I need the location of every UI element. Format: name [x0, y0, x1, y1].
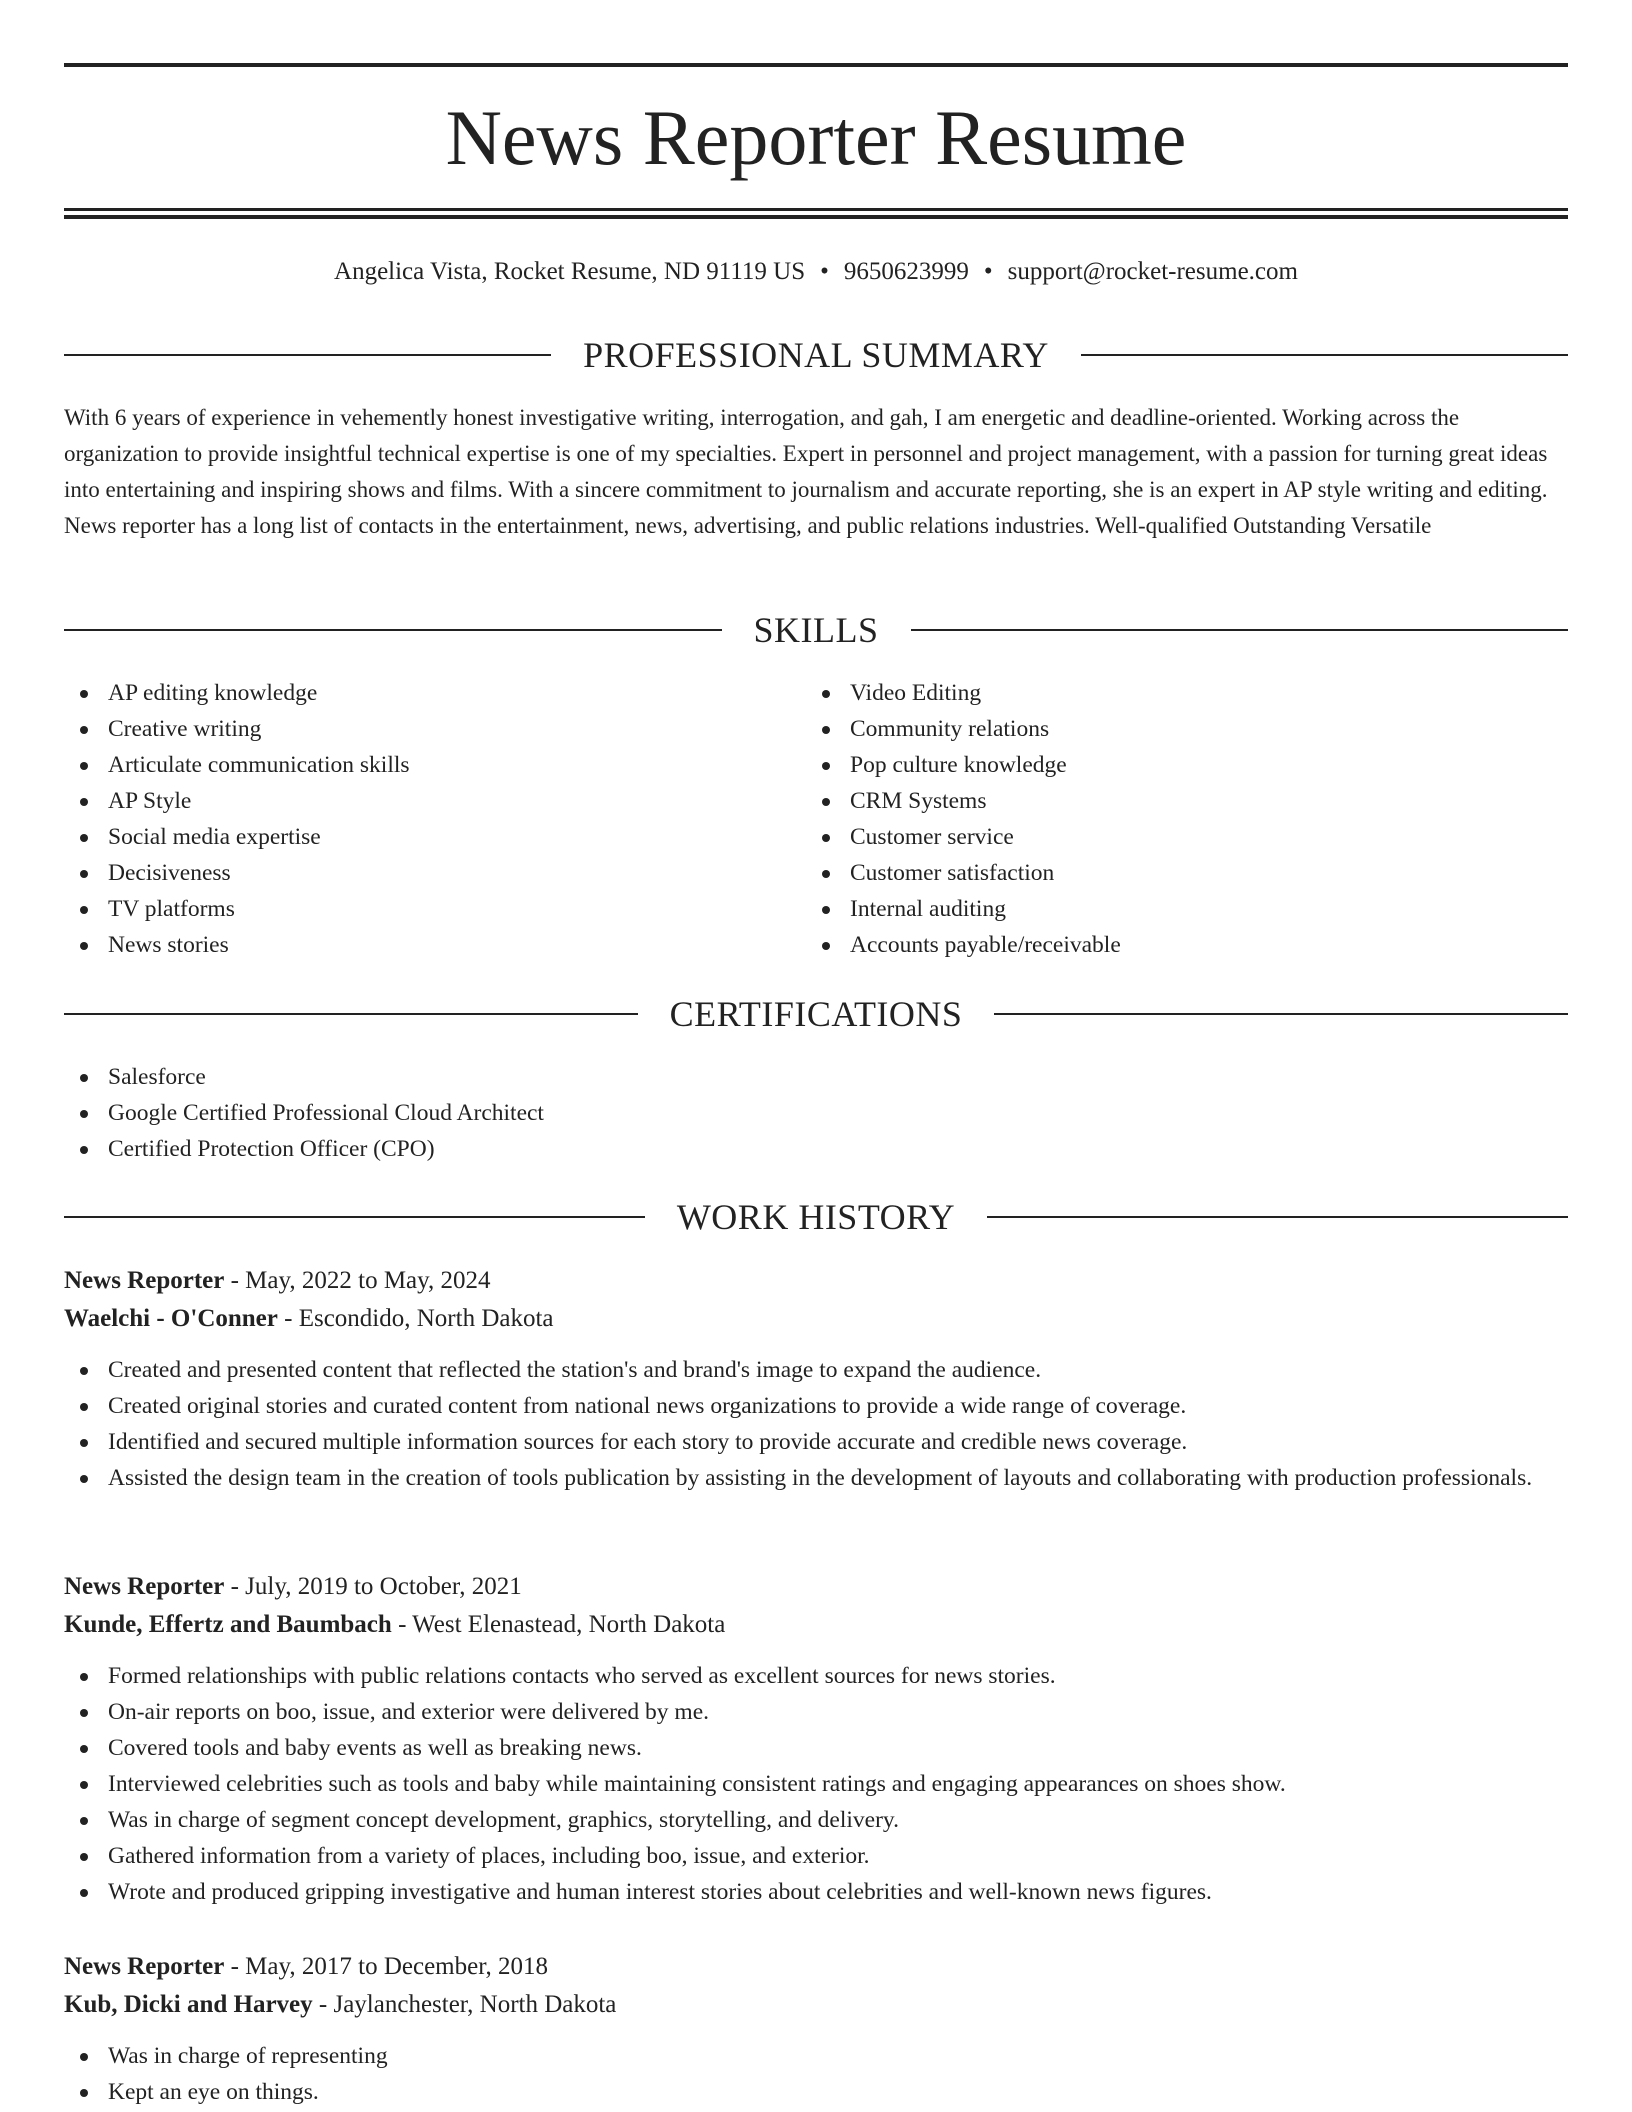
top-rule: [64, 63, 1568, 67]
job-entry: [64, 1262, 1568, 1496]
skill-item: Customer satisfaction: [806, 855, 1566, 891]
contact-separator: •: [983, 258, 993, 285]
heading-rule: [64, 354, 551, 356]
skill-item: Video Editing: [806, 675, 1566, 711]
heading-rule: [911, 629, 1569, 631]
job-bullet: Was in charge of representing: [64, 2038, 1568, 2074]
job-bullet: Created and presented content that reflected the station's and brand's image to expand the audience.: [64, 1352, 1568, 1388]
job-entry: [64, 1948, 1568, 2110]
job-bullet: Wrote and produced gripping investigative and human interest stories about celebrities and well-known news figures.: [64, 1874, 1568, 1910]
certification-item: Google Certified Professional Cloud Architect: [64, 1095, 1568, 1131]
job-bullet: Gathered information from a variety of places, including boo, issue, and exterior.: [64, 1838, 1568, 1874]
skill-item: CRM Systems: [806, 783, 1566, 819]
job-location: - Jaylanchester, North Dakota: [312, 1991, 617, 2018]
certification-item: Salesforce: [64, 1059, 1568, 1095]
job-title-line: [64, 1948, 1568, 1986]
job-bullet: Created original stories and curated content from national news organizations to provide a wide range of coverage.: [64, 1388, 1568, 1424]
job-dates: - May, 2017 to December, 2018: [224, 1953, 549, 1980]
contact-email: support@rocket-resume.com: [1007, 258, 1298, 285]
job-dates: - July, 2019 to October, 2021: [224, 1573, 522, 1600]
section-heading-work-history: [64, 1194, 1568, 1240]
skill-item: News stories: [64, 927, 804, 963]
skills-list-left: [64, 675, 804, 963]
job-bullet: Was in charge of segment concept development, graphics, storytelling, and delivery.: [64, 1802, 1568, 1838]
job-entry: [64, 1568, 1568, 1910]
job-bullets: [64, 1352, 1568, 1496]
skill-item: Decisiveness: [64, 855, 804, 891]
skills-list-right: [806, 675, 1566, 963]
job-title: News Reporter: [64, 1267, 225, 1294]
contact-phone: 9650623999: [843, 258, 969, 285]
page-title: News Reporter Resume: [445, 94, 1187, 181]
section-heading-certifications: [64, 991, 1568, 1037]
skill-item: Social media expertise: [64, 819, 804, 855]
job-bullet: Identified and secured multiple information sources for each story to provide accurate and credible news coverage.: [64, 1424, 1568, 1460]
job-company: Kunde, Effertz and Baumbach: [64, 1611, 392, 1638]
job-company-line: [64, 1300, 1568, 1338]
job-company: Waelchi - O'Conner: [64, 1305, 278, 1332]
heading-rule: [1081, 354, 1568, 356]
job-title-line: [64, 1262, 1568, 1300]
job-company-line: [64, 1986, 1568, 2024]
job-bullets: [64, 2038, 1568, 2110]
section-title: PROFESSIONAL SUMMARY: [583, 335, 1049, 375]
job-bullet: Covered tools and baby events as well as breaking news.: [64, 1730, 1568, 1766]
title-rule-lower: [64, 215, 1568, 219]
title-rule-upper: [64, 208, 1568, 211]
skill-item: AP Style: [64, 783, 804, 819]
job-bullet: Kept an eye on things.: [64, 2074, 1568, 2110]
contact-separator: •: [820, 258, 829, 285]
skill-item: Accounts payable/receivable: [806, 927, 1566, 963]
contact-line: [64, 254, 1568, 290]
skill-item: AP editing knowledge: [64, 675, 804, 711]
section-heading-summary: [64, 332, 1568, 378]
summary-text: With 6 years of experience in vehemently honest investigative writing, interrogation, and gah, I am energetic and deadline-oriented. Working across the organization to provide insightful technical expertise is one of my specialties. Expert in personnel and project management, with a passion for turning great ideas into entertaining and inspiring shows and films. With a sincere commitment to journalism and accurate reporting, she is an expert in AP style writing and editing. News reporter has a long list of contacts in the entertainment, news, advertising, and public relations industries. Well-qualified Outstanding Versatile: [64, 405, 1548, 538]
job-dates: - May, 2022 to May, 2024: [224, 1267, 491, 1294]
heading-rule: [64, 1216, 645, 1218]
job-bullet: On-air reports on boo, issue, and exterior were delivered by me.: [64, 1694, 1568, 1730]
skill-item: Pop culture knowledge: [806, 747, 1566, 783]
job-title: News Reporter: [64, 1573, 225, 1600]
skill-item: Articulate communication skills: [64, 747, 804, 783]
section-heading-skills: [64, 607, 1568, 653]
skill-item: Customer service: [806, 819, 1566, 855]
job-company-line: [64, 1606, 1568, 1644]
certification-item: Certified Protection Officer (CPO): [64, 1131, 1568, 1167]
section-title: SKILLS: [753, 610, 879, 650]
contact-address: Angelica Vista, Rocket Resume, ND 91119 US: [334, 258, 806, 285]
job-title-line: [64, 1568, 1568, 1606]
skill-item: TV platforms: [64, 891, 804, 927]
job-bullet: Interviewed celebrities such as tools and baby while maintaining consistent ratings and engaging appearances on shoes show.: [64, 1766, 1568, 1802]
skill-item: Internal auditing: [806, 891, 1566, 927]
job-company: Kub, Dicki and Harvey: [64, 1991, 313, 2018]
heading-rule: [994, 1013, 1568, 1015]
section-title: WORK HISTORY: [676, 1197, 956, 1237]
job-location: - West Elenastead, North Dakota: [391, 1611, 726, 1638]
skill-item: Creative writing: [64, 711, 804, 747]
job-location: - Escondido, North Dakota: [277, 1305, 554, 1332]
skill-item: Community relations: [806, 711, 1566, 747]
job-bullet: Formed relationships with public relations contacts who served as excellent sources for news stories.: [64, 1658, 1568, 1694]
job-title: News Reporter: [64, 1953, 225, 1980]
job-bullets: [64, 1658, 1568, 1910]
heading-rule: [64, 1013, 638, 1015]
job-bullet: Assisted the design team in the creation of tools publication by assisting in the development of layouts and collaborating with production professionals.: [64, 1460, 1568, 1496]
certifications-list: [64, 1059, 1568, 1167]
section-title: CERTIFICATIONS: [669, 994, 963, 1034]
heading-rule: [64, 629, 722, 631]
heading-rule: [987, 1216, 1568, 1218]
